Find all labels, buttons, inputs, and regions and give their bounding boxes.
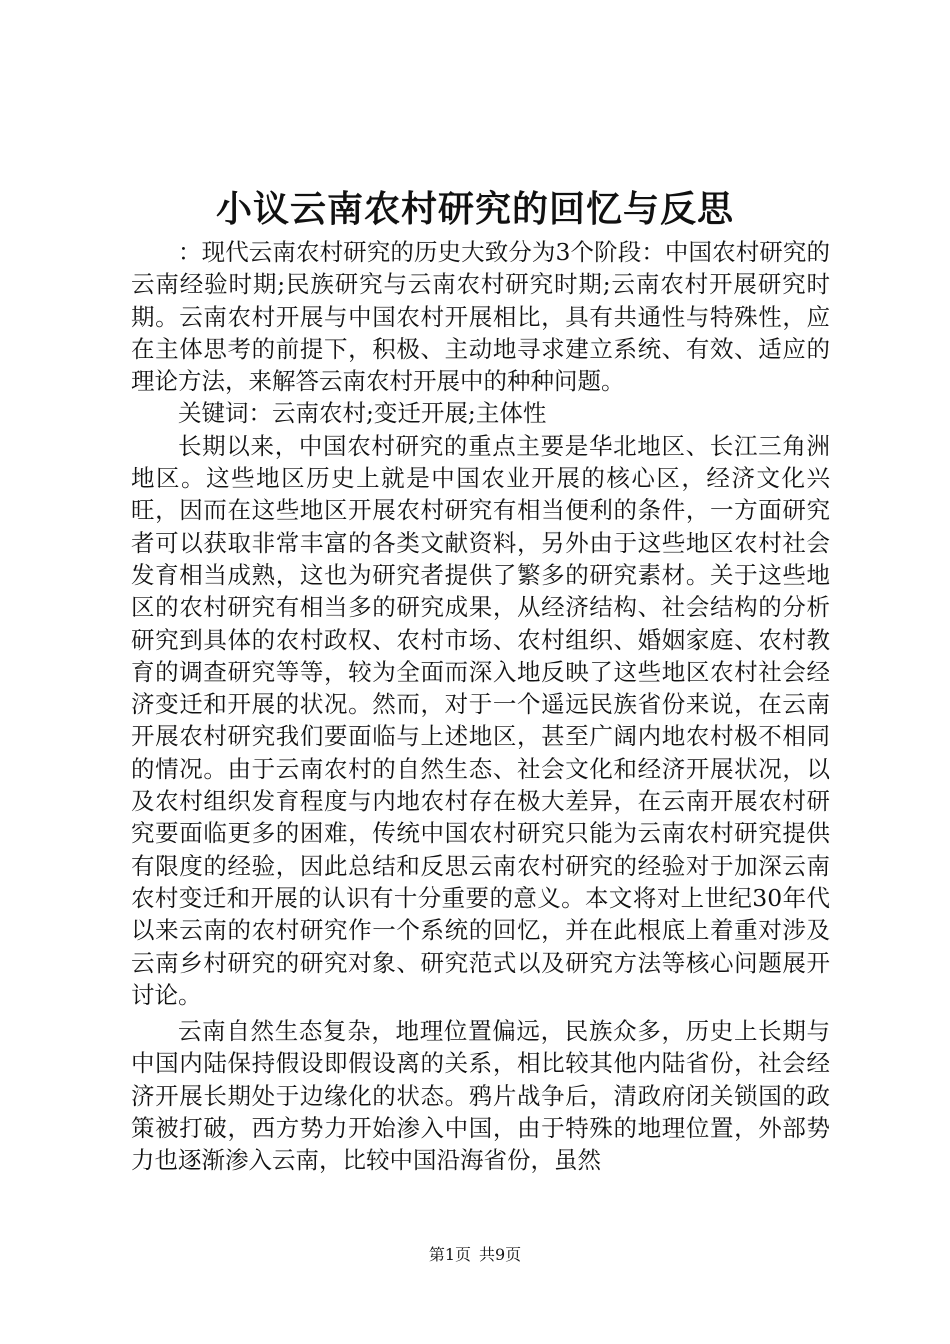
abstract-paragraph: ：现代云南农村研究的历史大致分为3个阶段：中国农村研究的云南经验时期;民族研究与云南农村研究时期;云南农村开展研究时期。云南农村开展与中国农村开展相比，具有共通性与特殊性，应在主体思考的前提下，积极、主动地寻求建立系统、有效、适应的理论方法，来解答云南农村开展中的种种问题。 bbox=[131, 238, 830, 396]
body-paragraph: 长期以来，中国农村研究的重点主要是华北地区、长江三角洲地区。这些地区历史上就是中国农业开展的核心区，经济文化兴旺，因而在这些地区开展农村研究有相当便利的条件，一方面研究者可以获取非常丰富的各类文献资料，另外由于这些地区农村社会发育相当成熟，这也为研究者提供了繁多的研究素材。关于这些地区的农村研究有相当多的研究成果，从经济结构、社会结构的分析研究到具体的农村政权、农村市场、农村组织、婚姻家庭、农村教育的调查研究等等，较为全面而深入地反映了这些地区农村社会经济变迁和开展的状况。然而，对于一个遥远民族省份来说，在云南开展农村研究我们要面临与上述地区，甚至广阔内地农村极不相同的情况。由于云南农村的自然生态、社会文化和经济开展状况，以及农村组织发育程度与内地农村存在极大差异，在云南开展农村研究要面临更多的困难，传统中国农村研究只能为云南农村研究提供有限度的经验，因此总结和反思云南农村研究的经验对于加深云南农村变迁和开展的认识有十分重要的意义。本文将对上世纪30年代以来云南的农村研究作一个系统的回忆，并在此根底上着重对涉及云南乡村研究的研究对象、研究范式以及研究方法等核心问题展开讨论。 bbox=[131, 431, 830, 1009]
page-number-current: 第1页 bbox=[428, 1245, 471, 1264]
page-footer bbox=[0, 1244, 950, 1266]
document-title: 小议云南农村研究的回忆与反思 bbox=[215, 188, 734, 230]
document-body bbox=[131, 236, 830, 1177]
keywords-paragraph: 关键词：云南农村;变迁开展;主体性 bbox=[178, 399, 547, 428]
page-number-total: 共9页 bbox=[479, 1245, 522, 1264]
body-paragraph: 云南自然生态复杂，地理位置偏远，民族众多，历史上长期与中国内陆保持假设即假设离的关系，相比较其他内陆省份，社会经济开展长期处于边缘化的状态。鸦片战争后，清政府闭关锁国的政策被打破，西方势力开始渗入中国，由于特殊的地理位置，外部势力也逐渐渗入云南，比较中国沿海省份，虽然 bbox=[131, 1017, 830, 1175]
